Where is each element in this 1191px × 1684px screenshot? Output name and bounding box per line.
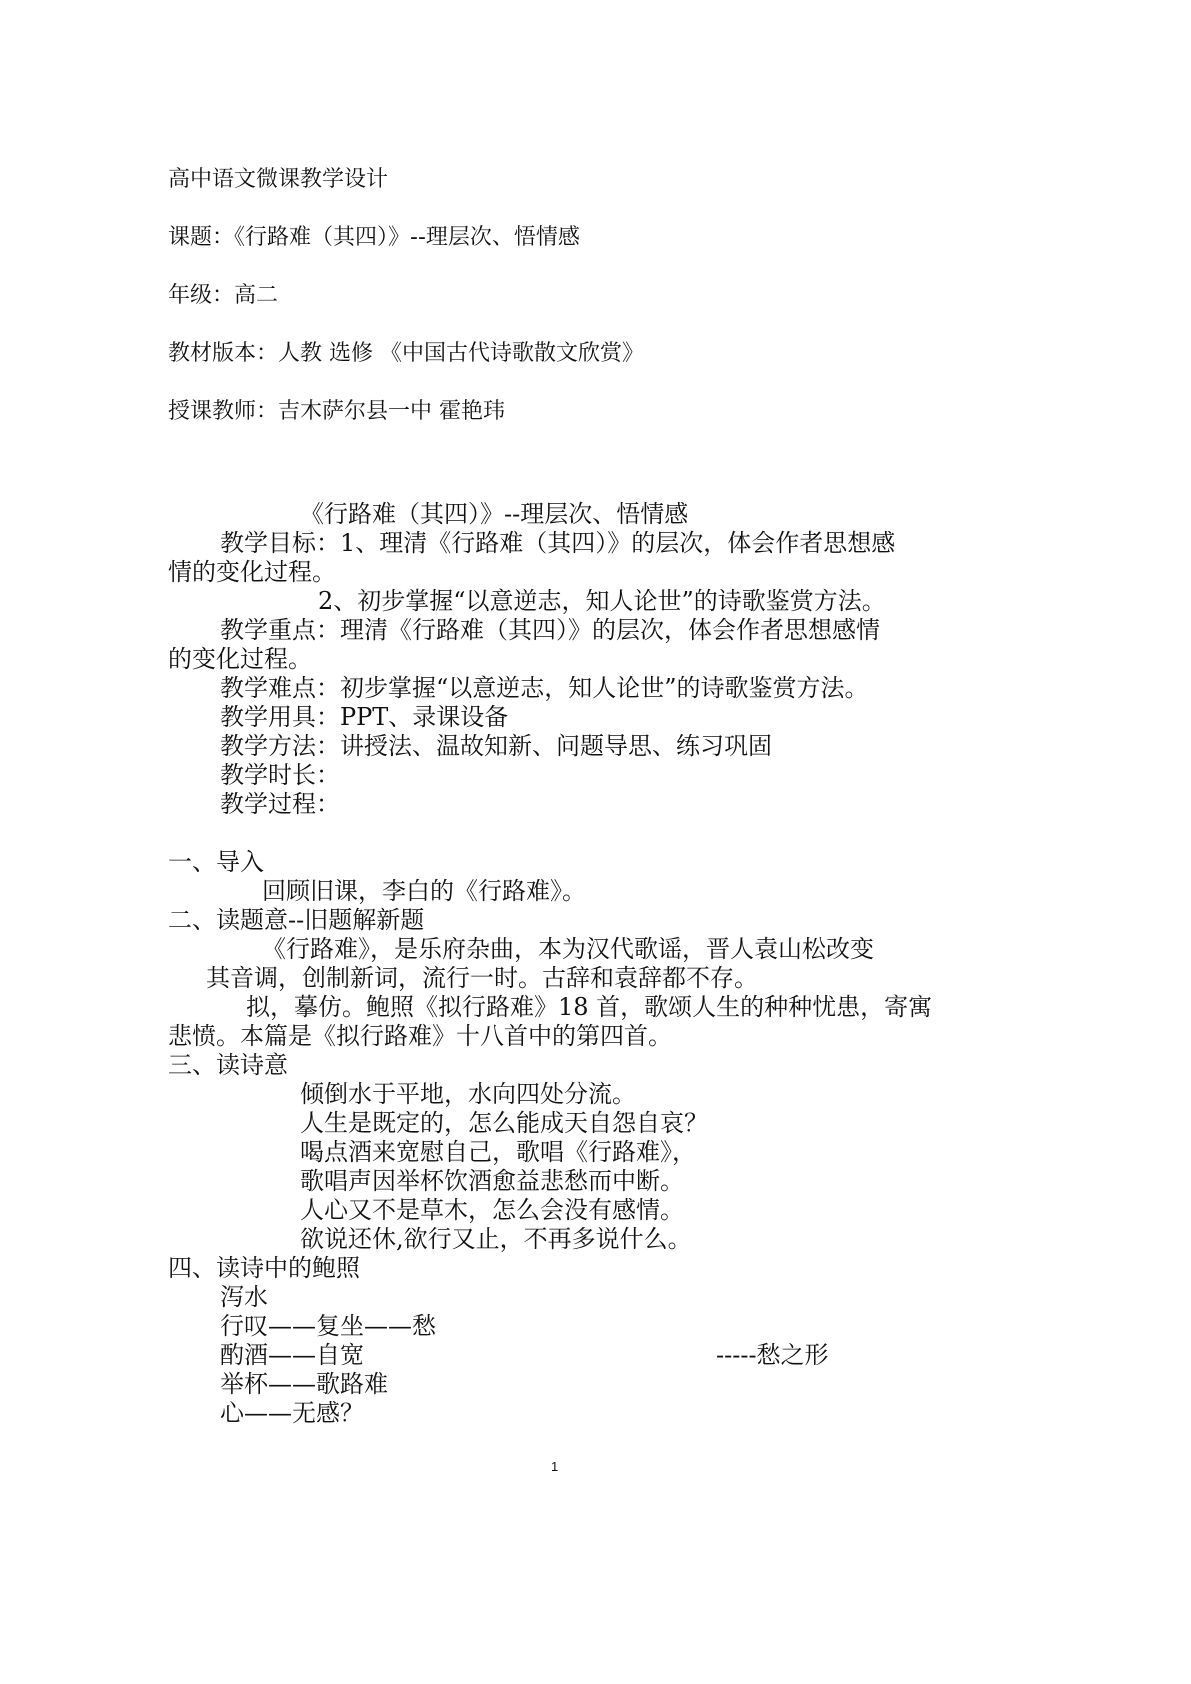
poem-line: 倾倒水于平地，水向四处分流。 (300, 1080, 636, 1108)
page-number: 1 (551, 1459, 559, 1474)
section-4-summary: -----愁之形 (716, 1341, 829, 1369)
topic-line: 课题：《行路难（其四）》--理层次、悟情感 (168, 225, 580, 250)
poem-line: 喝点酒来宽慰自己，歌唱《行路难》， (300, 1138, 696, 1166)
key-point-line-2: 的变化过程。 (168, 645, 312, 673)
duration-line: 教学时长： (220, 761, 340, 789)
section-3-heading: 三、读诗意 (168, 1051, 288, 1079)
list-item: 举杯——歌路难 (220, 1370, 388, 1398)
tools-line: 教学用具：PPT、录课设备 (220, 703, 509, 731)
list-item: 酌酒——自宽 (220, 1341, 364, 1369)
list-item: 心——无感？ (220, 1399, 364, 1427)
section-4-heading: 四、读诗中的鲍照 (168, 1254, 360, 1282)
section-1-text: 回顾旧课，李白的《行路难》。 (262, 877, 586, 905)
grade-line: 年级：高二 (168, 283, 279, 308)
plan-title: 《行路难（其四）》--理层次、悟情感 (300, 500, 689, 528)
poem-line: 欲说还休,欲行又止，不再多说什么。 (300, 1225, 692, 1253)
process-line: 教学过程： (220, 790, 340, 818)
section-2-para-2-line-1: 拟，摹仿。鲍照《拟行路难》18 首，歌颂人生的种种忧患，寄寓 (246, 993, 933, 1021)
poem-line: 人心又不是草木，怎么会没有感情。 (300, 1196, 684, 1224)
section-2-para-1-line-1: 《行路难》，是乐府杂曲，本为汉代歌谣，晋人袁山松改变 (262, 935, 874, 963)
section-2-para-1-line-2: 其音调，创制新词，流行一时。古辞和袁辞都不存。 (206, 964, 758, 992)
objective-line-1: 教学目标：1、理清《行路难（其四）》的层次，体会作者思想感 (220, 529, 896, 557)
doc-title: 高中语文微课教学设计 (168, 167, 389, 192)
methods-line: 教学方法：讲授法、温故知新、问题导思、练习巩固 (220, 732, 772, 760)
poem-line: 人生是既定的，怎么能成天自怨自哀？ (300, 1109, 708, 1137)
textbook-line: 教材版本：人教 选修 《中国古代诗歌散文欣赏》 (168, 341, 644, 366)
teacher-line: 授课教师：吉木萨尔县一中 霍艳玮 (168, 399, 505, 424)
section-1-heading: 一、导入 (168, 848, 264, 876)
objective-line-2: 情的变化过程。 (168, 558, 336, 586)
list-item: 泻水 (220, 1283, 268, 1311)
section-2-heading: 二、读题意--旧题解新题 (168, 906, 425, 934)
difficulty-line: 教学难点：初步掌握“以意逆志，知人论世”的诗歌鉴赏方法。 (220, 674, 869, 702)
objective-line-3: 2、初步掌握“以意逆志，知人论世”的诗歌鉴赏方法。 (318, 587, 886, 615)
poem-line: 歌唱声因举杯饮酒愈益悲愁而中断。 (300, 1167, 684, 1195)
section-2-para-2-line-2: 悲愤。本篇是《拟行路难》十八首中的第四首。 (168, 1022, 672, 1050)
key-point-line-1: 教学重点：理清《行路难（其四）》的层次，体会作者思想感情 (220, 616, 880, 644)
list-item: 行叹——复坐——愁 (220, 1312, 436, 1340)
